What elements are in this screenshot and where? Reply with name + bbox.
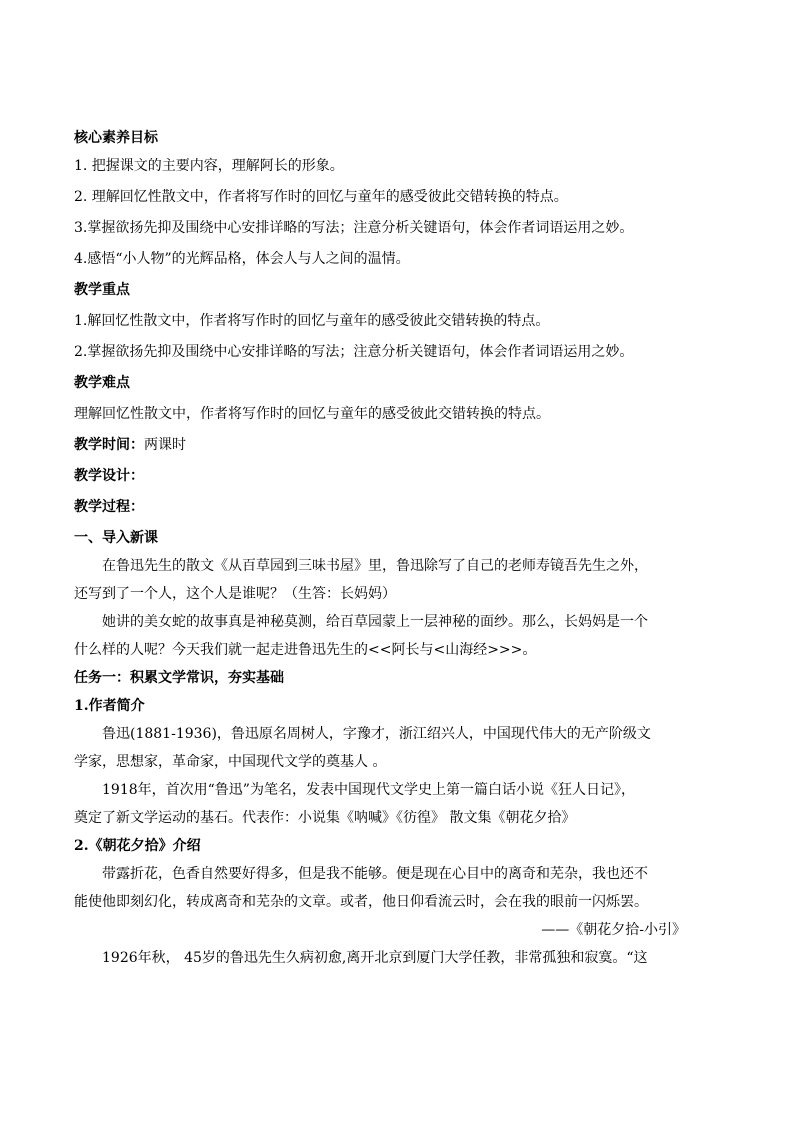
intro-paragraph-line: 在鲁迅先生的散文《从百草园到三味书屋》里，鲁迅除写了自己的老师寿镜吾先生之外， xyxy=(102,558,648,574)
key-point-item: 1.解回忆性散文中，作者将写作时的回忆与童年的感受彼此交错转换的特点。 xyxy=(74,313,550,329)
author-paragraph-line: 学家，思想家，革命家，中国现代文学的奠基人 。 xyxy=(74,754,387,770)
core-goal-item: 2. 理解回忆性散文中，作者将写作时的回忆与童年的感受彼此交错转换的特点。 xyxy=(74,189,568,205)
key-point-item: 2.掌握欲扬先抑及围绕中心安排详略的写法；注意分析关键语句，体会作者词语运用之妙。 xyxy=(74,344,634,360)
author-paragraph-line: 1918年，首次用“鲁迅”为笔名，发表中国现代文学史上第一篇白话小说《狂人日记》， xyxy=(102,782,635,798)
zhaohua-paragraph-line: 带露折花，色香自然要好得多，但是我不能够。便是现在心目中的离奇和芜杂，我也还不 xyxy=(102,866,648,882)
author-paragraph-line: 鲁迅(1881-1936)，鲁迅原名周树人，字豫才，浙江绍兴人，中国现代伟大的无产阶级文 xyxy=(102,726,651,742)
intro-paragraph-line: 还写到了一个人，这个人是谁呢？（生答：长妈妈） xyxy=(74,586,396,602)
difficulty-text: 理解回忆性散文中，作者将写作时的回忆与童年的感受彼此交错转换的特点。 xyxy=(74,406,550,422)
author-heading: 1.作者简介 xyxy=(74,698,145,714)
teaching-time-label: 教学时间： xyxy=(74,437,144,453)
teaching-time-value: 两课时 xyxy=(144,437,186,453)
core-goals-heading: 核心素养目标 xyxy=(74,130,158,146)
intro-paragraph-line: 什么样的人呢？今天我们就一起走进鲁迅先生的<<阿长与<山海经>>>。 xyxy=(74,642,537,658)
task1-heading: 任务一：积累文学常识，夯实基础 xyxy=(74,670,284,686)
intro-paragraph-line: 她讲的美女蛇的故事真是神秘莫测，给百草园蒙上一层神秘的面纱。那么，长妈妈是一个 xyxy=(102,614,648,630)
key-points-heading: 教学重点 xyxy=(74,282,130,298)
zhaohua-source: ——《朝花夕拾-小引》 xyxy=(541,922,686,938)
zhaohua-paragraph-line: 能使他即刻幻化，转成离奇和芜杂的文章。或者，他日仰看流云时，会在我的眼前一闪烁罢。 xyxy=(74,894,648,910)
difficulty-heading: 教学难点 xyxy=(74,375,130,391)
teaching-process-heading: 教学过程： xyxy=(74,499,144,515)
teaching-time-line xyxy=(74,435,728,455)
teaching-design-heading: 教学设计： xyxy=(74,468,144,484)
core-goal-item: 1. 把握课文的主要内容，理解阿长的形象。 xyxy=(74,158,344,174)
core-goal-item: 4.感悟“小人物”的光辉品格，体会人与人之间的温情。 xyxy=(74,251,410,267)
document-title xyxy=(74,98,728,118)
document-page xyxy=(74,98,728,976)
zhaohua-paragraph-line: 1926年秋， 45岁的鲁迅先生久病初愈,离开北京到厦门大学任教，非常孤独和寂寞。“这 xyxy=(102,950,648,966)
core-goal-item: 3.掌握欲扬先抑及围绕中心安排详略的写法；注意分析关键语句，体会作者词语运用之妙。 xyxy=(74,220,634,236)
author-paragraph-line: 奠定了新文学运动的基石。代表作：小说集《呐喊》《彷徨》 散文集《朝花夕拾》 xyxy=(74,810,576,826)
intro-heading: 一、导入新课 xyxy=(74,530,158,546)
zhaohua-heading: 2.《朝花夕拾》介绍 xyxy=(74,838,201,854)
